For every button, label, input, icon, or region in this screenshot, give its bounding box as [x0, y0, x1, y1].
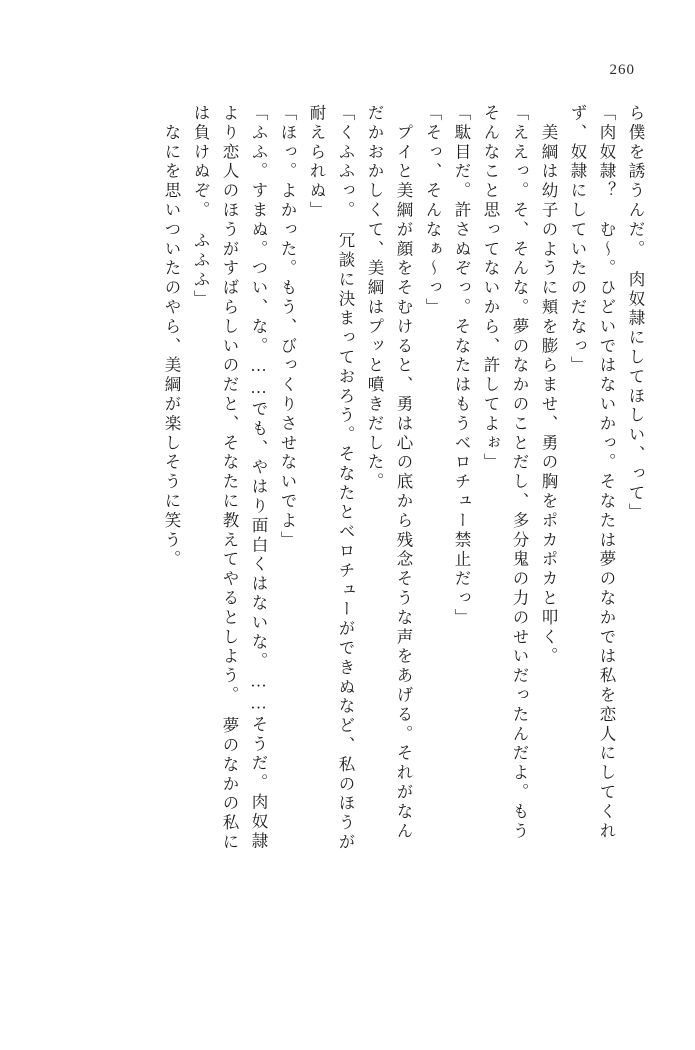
text-line: 「ふふ。すまぬ。つい、な。……でも、やはり面白くはないな。……そうだ。肉奴隷	[249, 104, 268, 852]
text-line: なにを思いついたのやら、美綱が楽しそうに笑う。	[162, 104, 181, 570]
text-line: 「そっ、そんなぁ〜っ」	[423, 104, 442, 318]
text-line: そんなこと思ってないから、許してよぉ」	[481, 104, 500, 473]
text-line: 耐えられぬ」	[307, 104, 326, 221]
text-line: は負けぬぞ。 ふふふ」	[191, 104, 210, 310]
text-line: 「ええっ。そ、そんな。夢のなかのことだし、多分鬼の力のせいだったんだよ。もう	[510, 104, 529, 842]
text-line: 美綱は幼子のように頬を膨らませ、勇の胸をポカポカと叩く。	[539, 104, 558, 667]
text-line: 「ほっ。よかった。もう、びっくりさせないでよ」	[278, 104, 297, 551]
text-line: ず、奴隷にしていたのだなっ」	[568, 104, 587, 376]
text-line: より恋人のほうがすばらしいのだと、そなたに教えてやるとしよう。 夢のなかの私に	[220, 104, 239, 853]
text-line: 「駄目だ。許さぬぞっ。そなたはもうベロチュー禁止だっ」	[452, 104, 471, 628]
vertical-body-text	[58, 104, 643, 984]
text-line: 「くふふっ。 冗談に決まっておろう。そなたとベロチューができぬなど、私のほうが	[336, 104, 355, 853]
text-line: 「肉奴隷？ む〜。ひどいではないかっ。そなたは夢のなかでは私を恋人にしてくれ	[597, 104, 616, 842]
text-line: ら僕を誘うんだ。 肉奴隷にしてほしい、って」	[626, 104, 645, 523]
text-line: だかおかしくて、美綱はプッと噴きだした。	[365, 104, 384, 492]
text-line: プイと美綱が顔をそむけると、勇は心の底から残念そうな声をあげる。それがなん	[394, 104, 413, 842]
page-number: 260	[609, 62, 635, 78]
